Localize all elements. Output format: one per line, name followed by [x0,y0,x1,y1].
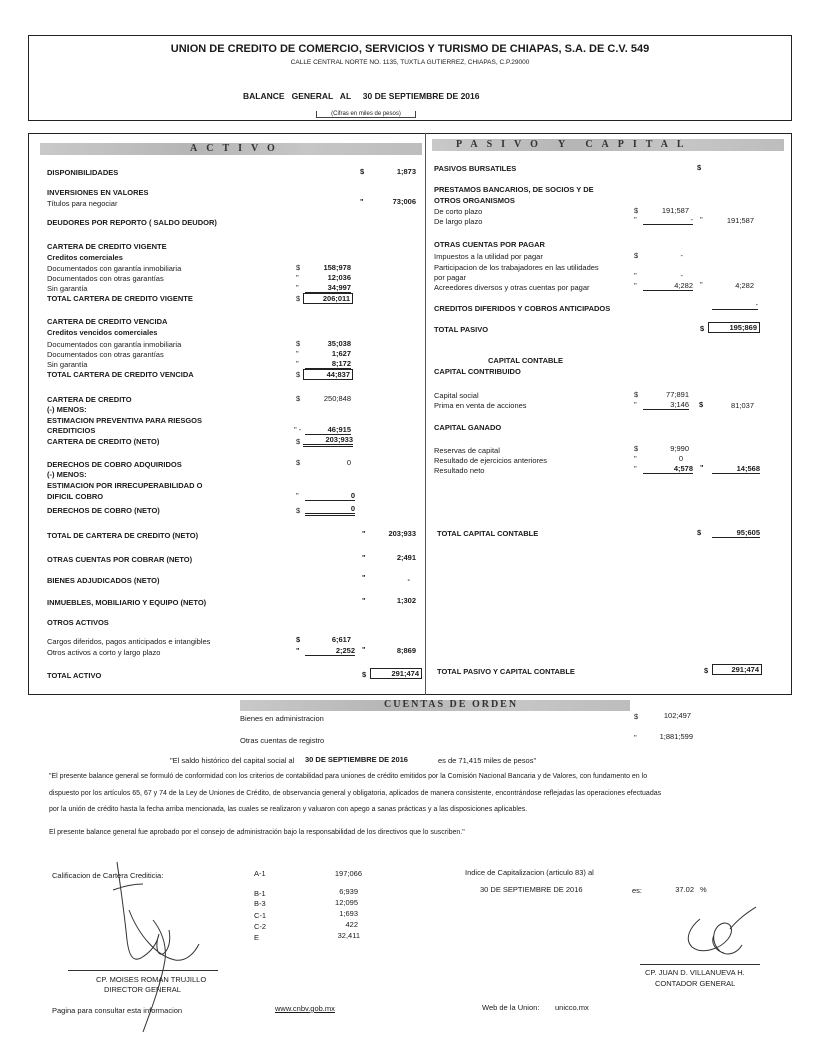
calificacion-value: 32,411 [337,931,360,940]
total-pasivo-value: 195;869 [708,322,760,333]
vencida-row-cur: " [296,349,299,358]
calificacion-value: 6;939 [339,887,358,896]
vigente-label: CARTERA DE CREDITO VIGENTE [47,242,167,251]
inversiones-value: 73;006 [392,197,416,206]
otros-row-value: 2;252 [305,646,355,656]
prestamos-largo-cur: " [634,215,637,224]
inmuebles-label: INMUEBLES, MOBILIARIO Y EQUIPO (NETO) [47,598,207,607]
vencida-row-cur: " [296,359,299,368]
orden-heading-text: CUENTAS DE ORDEN [384,699,519,710]
irrecuperabilidad-value: 0 [305,491,355,501]
deudores-label: DEUDORES POR REPORTO ( SALDO DEUDOR) [47,218,217,227]
calificacion-value: 1;693 [339,909,358,918]
disponibilidades-value: 1;873 [396,167,416,176]
web-label: Web de la Union: [482,1003,540,1012]
vencida-row-label: Documentados con garantía inmobiliaria [47,340,182,349]
capitalizacion-date: 30 DE SEPTIEMBRE DE 2016 [480,885,583,894]
total-pasivo-cur: $ [700,324,705,333]
report-title: BALANCE GENERAL AL 30 DE SEPTIEMBRE DE 2016 [243,91,480,101]
otros-row-cur: $ [296,635,301,644]
note-paragraph-line: "El presente balance general se formuló de conformidad con los criterios de contabilidad para uniones de crédito emitidos por la Comisión Nacional Bancaria y de Valores, con fundamento en lo [49,773,648,780]
inversiones-sub: Títulos para negociar [47,199,118,208]
total-activo-label: TOTAL ACTIVO [47,671,102,680]
capitalizacion-label: Indice de Capitalizacion (articulo 83) al [465,868,594,877]
otros-activos-label: OTROS ACTIVOS [47,618,109,627]
otros-row-value: 6;617 [331,635,351,644]
neto-value: 203;933 [303,435,353,447]
prima-cur: " [634,400,637,409]
director-title: DIRECTOR GENERAL [104,985,181,994]
prestamos-corto-value: 191;587 [661,206,689,215]
otras-pagar-row-value: - [680,271,683,280]
capital-social-cur: $ [634,390,639,399]
orden-row-label: Otras cuentas de registro [240,736,325,745]
derechos-neto-value: 0 [305,504,355,516]
vigente-row-value: 158;978 [323,263,351,272]
otras-pagar-label: OTRAS CUENTAS POR PAGAR [434,240,545,249]
derechos-neto-cur: $ [296,506,301,515]
vigente-row-cur: " [296,283,299,292]
resultado-neto-total-cur: " [700,463,704,472]
total-capital-value: 95;605 [712,528,760,538]
derechos-label: DERECHOS DE COBRO ADQUIRIDOS [47,460,182,469]
diferidos-value: - [712,300,758,310]
contador-signature-line [640,964,760,965]
bienes-cur: " [362,573,366,582]
resultado-neto-total-value: 14;568 [712,464,760,474]
disponibilidades-label: DISPONIBILIDADES [47,168,119,177]
total-activo-value: 291;474 [370,668,422,679]
director-name: CP. MOISES ROMAN TRUJILLO [96,975,207,984]
orden-row-cur: $ [634,712,639,721]
cartera-cur: $ [296,394,301,403]
saldo-historico-pre: "El saldo histórico del capital social al [170,756,295,765]
otras-cuentas-label: OTRAS CUENTAS POR COBRAR (NETO) [47,555,193,564]
prima-total-cur: $ [699,400,704,409]
total-cartera-label: TOTAL DE CARTERA DE CREDITO (NETO) [47,531,199,540]
prestamos-corto-label: De corto plazo [434,207,483,216]
ejercicios-label: Resultado de ejercicios anteriores [434,456,547,465]
total-capital-label: TOTAL CAPITAL CONTABLE [437,529,539,538]
vigente-row-cur: $ [296,263,301,272]
otros-total-value: 8;869 [396,646,416,655]
inmuebles-cur: " [362,596,366,605]
total-pasivo-capital-label: TOTAL PASIVO Y CAPITAL CONTABLE [437,667,575,676]
prima-value: 3;146 [643,400,689,410]
pasivo-heading-text: PASIVO Y CAPITAL [456,139,693,150]
total-pasivo-capital-cur: $ [704,666,709,675]
prestamos-largo-label: De largo plazo [434,217,483,226]
ejercicios-value: 0 [678,454,683,463]
vencida-row-label: Documentados con otras garantías [47,350,164,359]
vencida-row-cur: $ [296,339,301,348]
disponibilidades-cur: $ [360,167,365,176]
otras-cuentas-cur: " [362,553,366,562]
irrecuperabilidad-cur: " [296,491,299,500]
saldo-historico-date: 30 DE SEPTIEMBRE DE 2016 [305,755,408,764]
otras-pagar-row-cur: " [634,281,637,290]
otras-pagar-row-label: Impuestos a la utilidad por pagar [434,252,543,261]
vigente-row-label: Sin garantía [47,284,88,293]
capital-social-value: 77;891 [666,390,689,399]
company-name: UNION DE CREDITO DE COMERCIO, SERVICIOS Y TURISMO DE CHIAPAS, S.A. DE C.V. 549 [170,43,650,55]
total-pasivo-capital-value: 291;474 [712,664,762,675]
capital-ganado: CAPITAL GANADO [434,423,502,432]
total-pasivo-label: TOTAL PASIVO [434,325,489,334]
capitalizacion-value: 37.02 [675,885,694,894]
derechos-neto-label: DERECHOS DE COBRO (NETO) [47,506,160,515]
calificacion-grade: B-3 [254,899,266,908]
vigente-row-value: 12;036 [327,273,351,282]
prestamos-label-2: OTROS ORGANISMOS [434,196,515,205]
column-divider [425,133,426,695]
pagina-label: Pagina para consultar esta informacion [52,1006,183,1015]
estimacion-value: 46;915 [305,425,351,435]
otras-pagar-row-value: - [680,251,683,260]
inversiones-cur: " [360,197,364,206]
note-approval: El presente balance general fue aprobado por el consejo de administración bajo la responsabilidad de los directivos que lo suscriben." [49,829,465,836]
activo-heading-text: ACTIVO [190,143,284,154]
vigente-total-cur: $ [296,294,301,303]
otras-pagar-row-label: Participacion de los trabajadores en las utilidades [434,263,599,272]
otras-pagar-row-value: 4;282 [643,281,693,291]
capital-social-label: Capital social [434,391,479,400]
cartera-label: CARTERA DE CREDITO [47,395,132,404]
total-activo-cur: $ [362,670,367,679]
capitalizacion-es: es: [632,886,643,895]
derechos-menos: (-) MENOS: [47,470,87,479]
prestamos-label-1: PRESTAMOS BANCARIOS, DE SOCIOS Y DE [434,185,594,194]
pagina-url[interactable]: www.cnbv.gob.mx [275,1004,335,1013]
otras-pagar-total-value: 4;282 [735,281,754,290]
otras-cuentas-value: 2;491 [396,553,416,562]
otros-row-label: Cargos diferidos, pagos anticipados e intangibles [47,637,211,646]
vigente-total-value: 206;011 [303,293,353,304]
neto-cur: $ [296,437,301,446]
prestamos-total-cur: " [700,215,703,224]
vencida-row-value: 8;172 [305,359,351,369]
company-address: CALLE CENTRAL NORTE NO. 1135, TUXTLA GUTIERREZ, CHIAPAS, C.P.29000 [290,59,530,66]
otras-pagar-total-cur: " [700,280,703,289]
total-cartera-value: 203;933 [388,529,416,538]
vencida-label: CARTERA DE CREDITO VENCIDA [47,317,168,326]
prima-label: Prima en venta de acciones [434,401,527,410]
prestamos-corto-cur: $ [634,206,639,215]
activo-heading [40,143,422,155]
reservas-value: 9;990 [670,444,689,453]
orden-row-value: 102;497 [663,711,691,720]
report-units: (Cifras en miles de pesos) [316,111,416,118]
orden-row-label: Bienes en administracion [240,714,324,723]
vencida-total-value: 44;837 [303,369,353,380]
vigente-row-label: Documentados con garantía inmobiliaria [47,264,182,273]
vigente-row-label: Documentados con otras garantías [47,274,164,283]
contador-title: CONTADOR GENERAL [655,979,736,988]
inversiones-label: INVERSIONES EN VALORES [47,188,149,197]
calificacion-grade: E [254,933,260,942]
estimacion-label-1: ESTIMACION PREVENTIVA PARA RIESGOS [47,416,203,425]
capital-contribuido: CAPITAL CONTRIBUIDO [434,367,521,376]
otros-total-cur: " [362,645,366,654]
neto-label: CARTERA DE CREDITO (NETO) [47,437,160,446]
calificacion-grade: A-1 [254,869,266,878]
vencida-row-value: 35;038 [327,339,351,348]
calificacion-value: 422 [345,920,358,929]
otras-pagar-row-cur: " [634,271,637,280]
bursatiles-cur: $ [697,163,702,172]
vencida-total-cur: $ [296,370,301,379]
derechos-value: 0 [346,458,351,467]
otras-pagar-row-label: Acreedores diversos y otras cuentas por pagar [434,283,590,292]
calificacion-grade: C-1 [254,911,267,920]
otras-pagar-row-cur: $ [634,251,639,260]
inmuebles-value: 1;302 [396,596,416,605]
ejercicios-cur: " [634,454,637,463]
calificacion-grade: C-2 [254,922,267,931]
orden-heading [240,700,630,711]
calificacion-value: 12;095 [335,898,358,907]
pasivo-heading [432,139,784,151]
otros-row-cur: " [296,646,300,655]
total-cartera-cur: " [362,529,366,538]
vigente-sub: Creditos comerciales [47,253,123,262]
cartera-menos: (-) MENOS: [47,405,87,414]
bursatiles-label: PASIVOS BURSATILES [434,164,517,173]
note-paragraph-line: dispuesto por los artículos 65, 67 y 74 de la Ley de Uniones de Crédito, de observancia general y obligatoria, aplicados de manera consistente, encontrándose reflejadas las operaciones efectuadas [49,790,662,797]
vencida-row-label: Sin garantía [47,360,88,369]
resultado-neto-cur: " [634,464,637,473]
note-paragraph-line: por la unión de crédito hasta la fecha arriba mencionada, las cuales se realizaron y valuaron con apego a sanas prácticas y a las disposiciones aplicables. [49,806,528,813]
irrecuperabilidad-label-1: ESTIMACION POR IRRECUPERABILIDAD O [47,481,203,490]
diferidos-label: CREDITOS DIFERIDOS Y COBROS ANTICIPADOS [434,304,611,313]
contador-name: CP. JUAN D. VILLANUEVA H. [645,968,745,977]
otras-pagar-row-label: por pagar [434,273,467,282]
prestamos-total-value: 191;587 [726,216,754,225]
irrecuperabilidad-label-2: DIFICIL COBRO [47,492,104,501]
vigente-total-label: TOTAL CARTERA DE CREDITO VIGENTE [47,294,193,303]
vigente-row-value: 34;997 [305,283,351,293]
resultado-neto-label: Resultado neto [434,466,485,475]
vigente-row-cur: " [296,273,299,282]
prestamos-largo-value: - [643,215,693,225]
saldo-historico-post: es de 71,415 miles de pesos" [438,756,537,765]
vencida-sub: Creditos vencidos comerciales [47,328,158,337]
web-url[interactable]: unicco.mx [555,1003,589,1012]
orden-row-value: 1;881;599 [659,732,693,741]
director-signature-line [68,970,218,971]
orden-row-cur: " [634,733,637,742]
vencida-row-value: 1;627 [331,349,351,358]
estimacion-label-2: CREDITICIOS [47,426,96,435]
calificacion-label: Calificacion de Cartera Crediticia: [52,871,164,880]
resultado-neto-value: 4;578 [643,464,693,474]
cartera-value: 250;848 [323,394,351,403]
total-capital-cur: $ [697,528,702,537]
calificacion-value: 197;066 [334,869,362,878]
prima-total-value: 81;037 [731,401,754,410]
otros-row-label: Otros activos a corto y largo plazo [47,648,161,657]
estimacion-cur: " - [294,425,302,434]
reservas-cur: $ [634,444,639,453]
bienes-label: BIENES ADJUDICADOS (NETO) [47,576,160,585]
derechos-cur: $ [296,458,301,467]
vencida-total-label: TOTAL CARTERA DE CREDITO VENCIDA [47,370,194,379]
calificacion-grade: B-1 [254,889,266,898]
capital-heading: CAPITAL CONTABLE [488,356,563,365]
capitalizacion-pct: % [700,885,707,894]
bienes-value: - [407,575,410,584]
reservas-label: Reservas de capital [434,446,500,455]
contador-signature [670,905,760,965]
